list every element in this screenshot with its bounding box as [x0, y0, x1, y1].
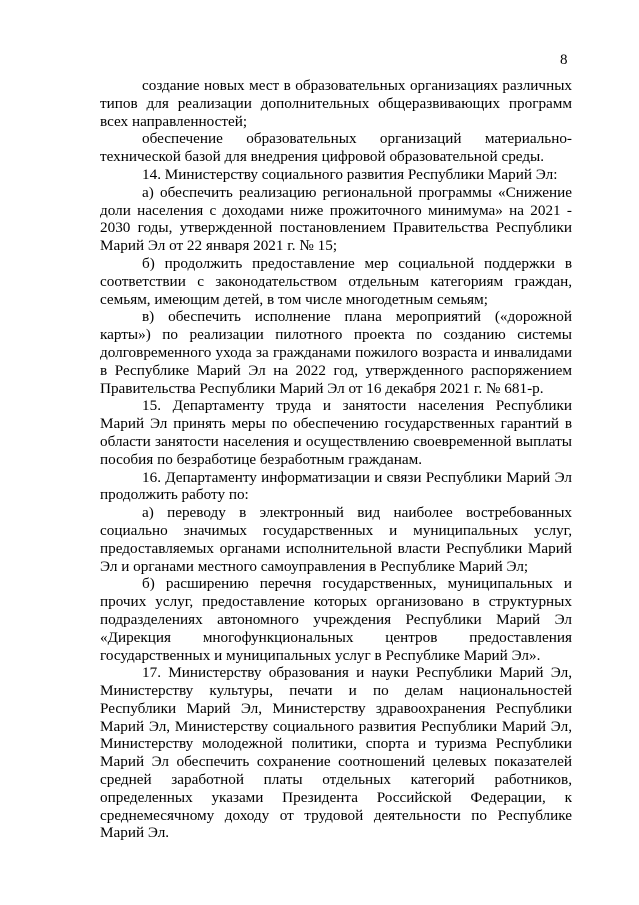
paragraph-8: 16. Департаменту информатизации и связи Республики Марий Эл продолжить работу по: — [100, 468, 572, 504]
paragraph-4: а) обеспечить реализацию региональной программы «Снижение доли населения с доходами ниже прожиточного минимума» на 2021 - 2030 годы, утвержденной постановлением Правительства Республики Марий Эл от 22 января 2021 г. № 15; — [100, 183, 572, 255]
document-body — [100, 77, 572, 842]
paragraph-7: 15. Департаменту труда и занятости населения Республики Марий Эл принять меры по обеспечению государственных гарантий в области занятости населения и осуществлению своевременной выплаты пособия по безработице безработным гражданам. — [100, 397, 572, 468]
paragraph-10: б) расширению перечня государственных, муниципальных и прочих услуг, предоставление которых организовано в структурных подразделениях автономного учреждения Республики Марий Эл «Дирекция многофункциональных центров предоставления государственных и муниципальных услуг в Республике Марий Эл». — [100, 575, 572, 664]
paragraph-11: 17. Министерству образования и науки Республики Марий Эл, Министерству культуры, печати и по делам национальностей Республики Марий Эл, Министерству здравоохранения Республики Марий Эл, Министерству социального развития Республики Марий Эл, Министерству молодежной политики, спорта и туризма Республики Марий Эл обеспечить сохранение соотношений целевых показателей средней заработной платы отдельных категорий работников, определенных указами Президента Российской Федерации, к среднемесячному доходу от трудовой деятельности по Республике Марий Эл. — [100, 664, 572, 842]
paragraph-3: 14. Министерству социального развития Республики Марий Эл: — [142, 165, 558, 183]
paragraph-5: б) продолжить предоставление мер социальной поддержки в соответствии с законодательством отдельным категориям граждан, семьям, имеющим детей, в том числе многодетным семьям; — [100, 254, 572, 308]
paragraph-2: обеспечение образовательных организаций материально-технической базой для внедрения цифровой образовательной среды. — [100, 130, 572, 166]
paragraph-6: в) обеспечить исполнение плана мероприятий («дорожной карты») по реализации пилотного проекта по созданию системы долговременного ухода за гражданами пожилого возраста и инвалидами в Республике Марий Эл на 2022 год, утвержденного распоряжением Правительства Республики Марий Эл от 16 декабря 2021 г. № 681-р. — [100, 308, 572, 397]
paragraph-1: создание новых мест в образовательных организациях различных типов для реализации дополнительных общеразвивающих программ всех направленностей; — [100, 77, 572, 130]
page-number: 8 — [560, 52, 568, 68]
paragraph-9: а) переводу в электронный вид наиболее востребованных социально значимых государственных и муниципальных услуг, предоставляемых органами исполнительной власти Республики Марий Эл и органами местного самоуправления в Республике Марий Эл; — [100, 504, 572, 575]
